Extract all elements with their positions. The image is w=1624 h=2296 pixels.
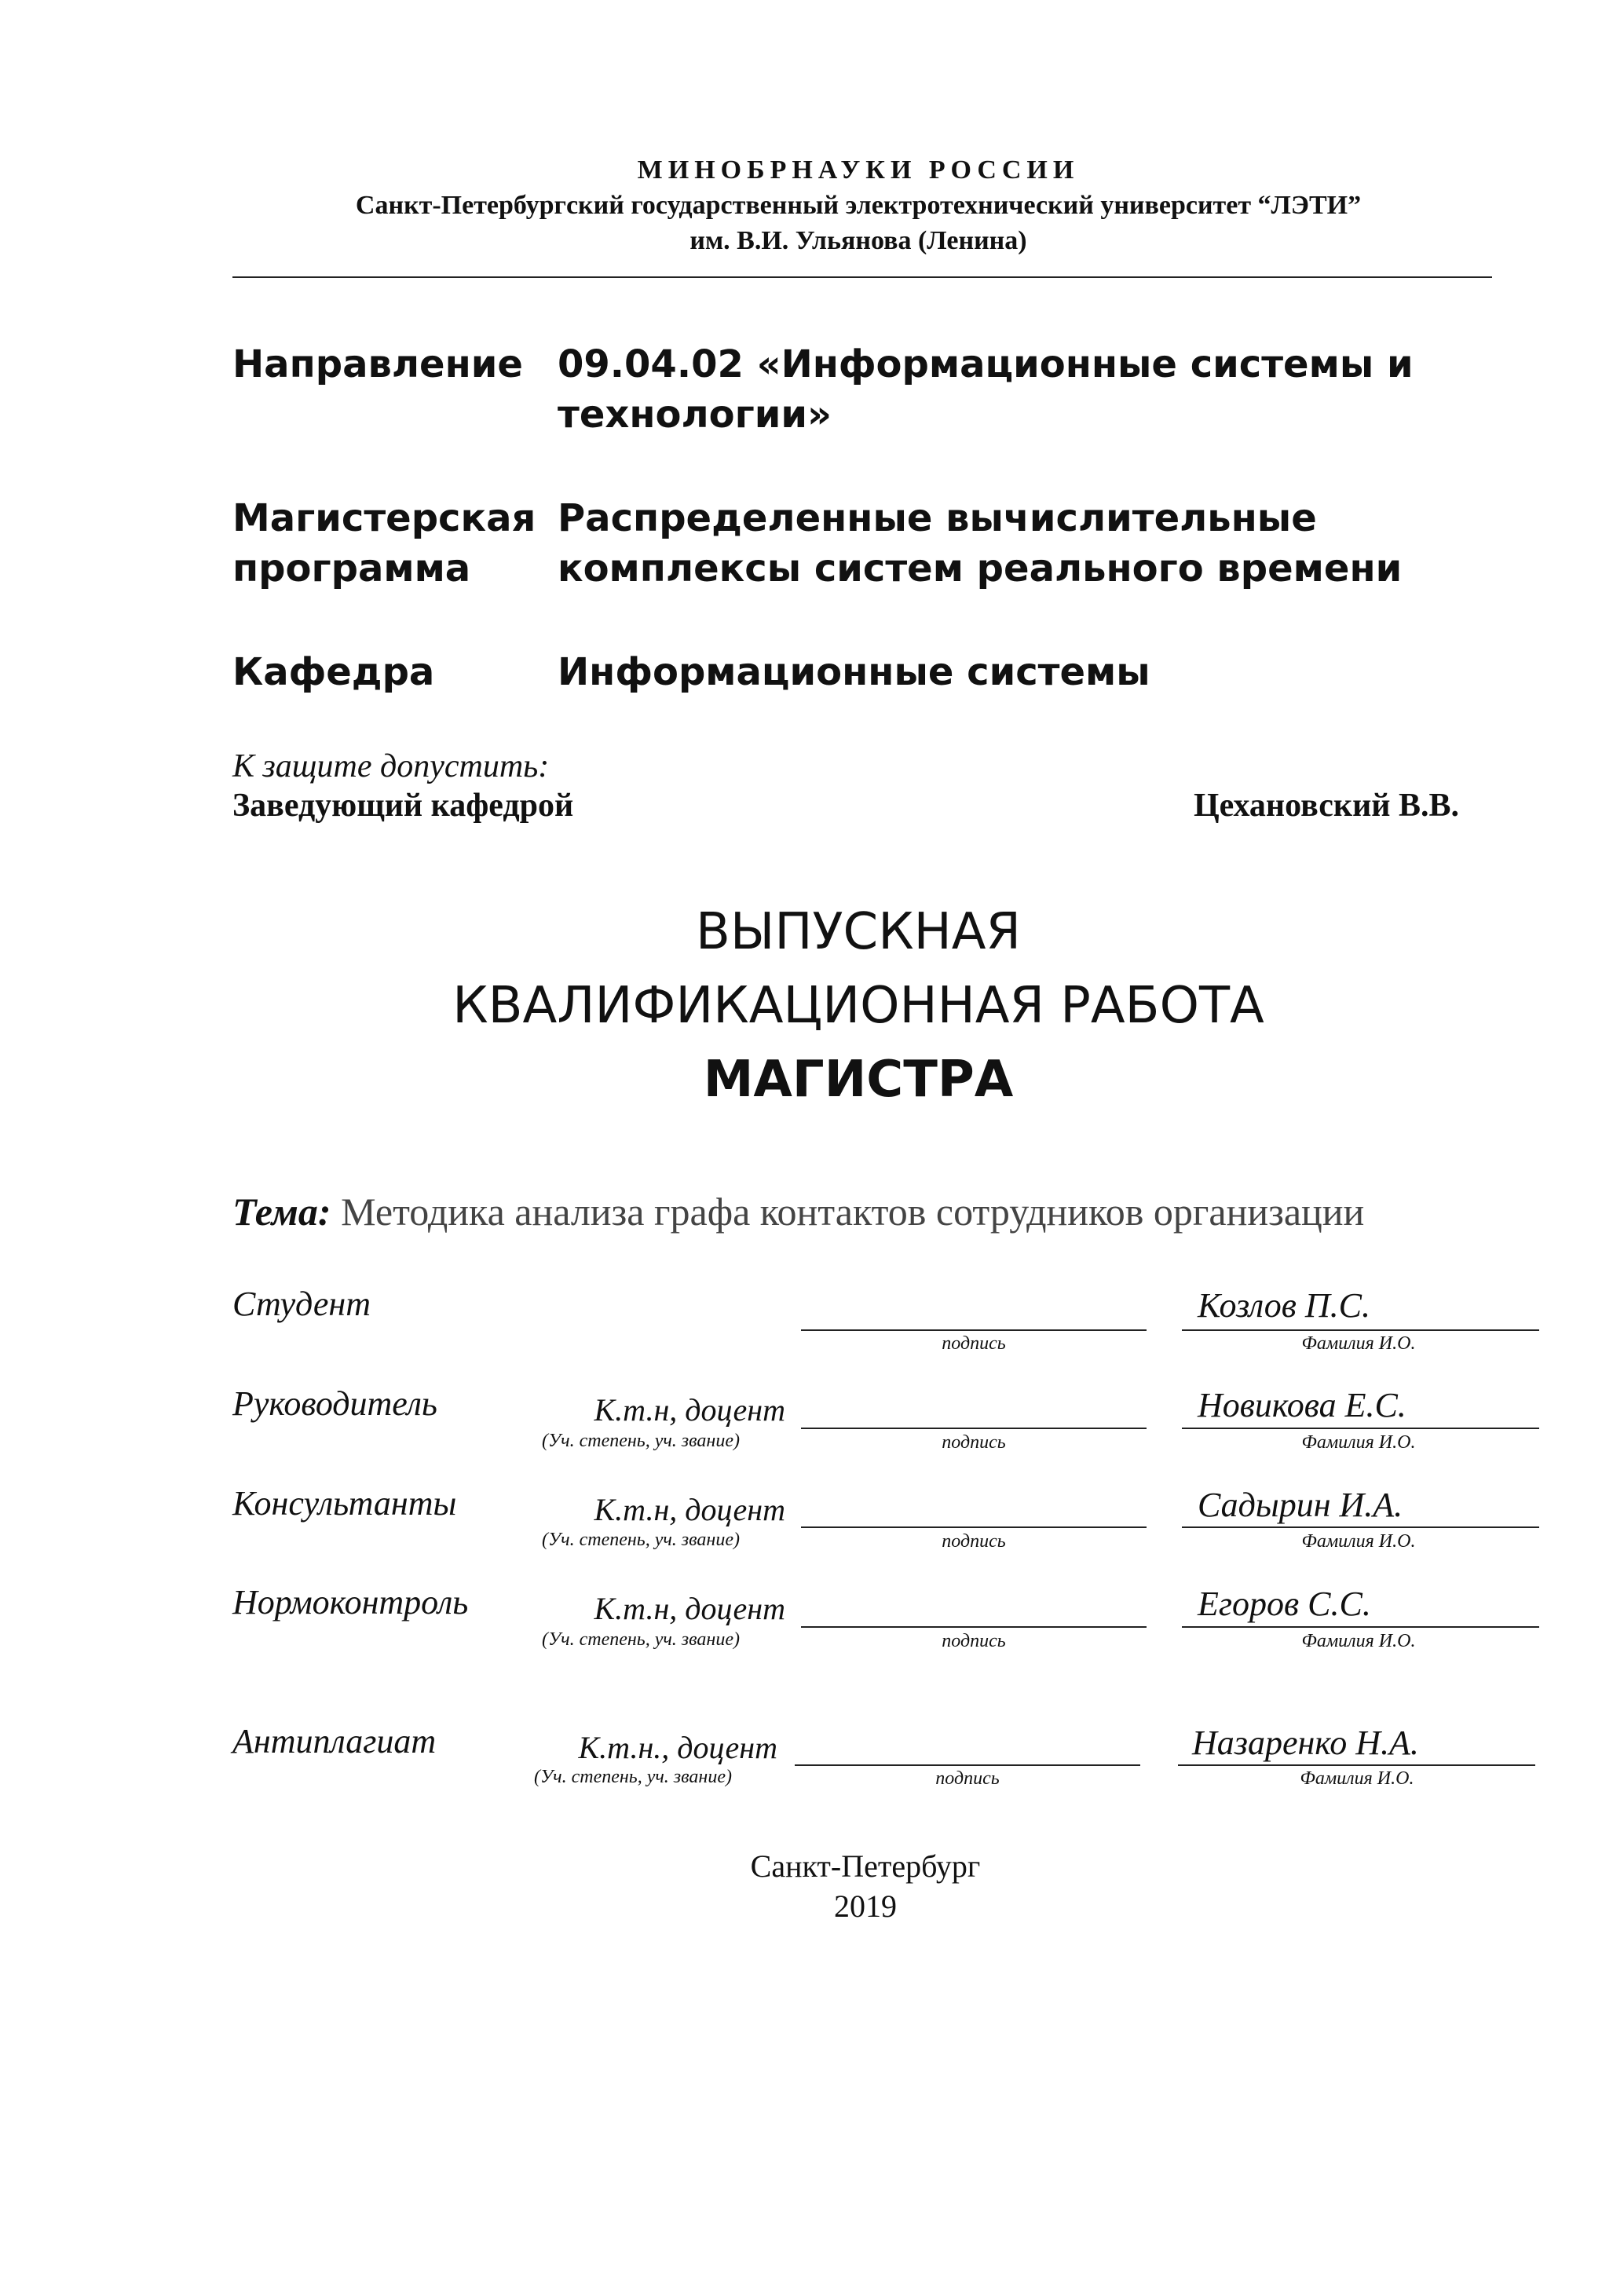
supervisor-name: Новикова Е.С. (1198, 1386, 1406, 1424)
signature-caption: подпись (935, 1768, 1000, 1789)
theme (232, 1189, 1364, 1234)
name-line (1182, 1626, 1539, 1628)
signature-line (801, 1526, 1147, 1528)
norm-control-name: Егоров С.С. (1198, 1585, 1371, 1623)
rank-caption: (Уч. степень, уч. звание) (542, 1629, 740, 1650)
signature-line (795, 1764, 1140, 1766)
name-line (1182, 1526, 1539, 1528)
name-caption: Фамилия И.О. (1301, 1531, 1416, 1552)
rank-caption: (Уч. степень, уч. звание) (542, 1530, 740, 1550)
program-value-line2: комплексы систем реального времени (558, 547, 1403, 590)
signature-line (801, 1329, 1147, 1331)
work-title-line3: МАГИСТРА (703, 1051, 1014, 1109)
direction-label: Направление (232, 342, 523, 386)
role-norm-control: Нормоконтроль (232, 1583, 469, 1621)
name-caption: Фамилия И.О. (1301, 1333, 1416, 1354)
role-supervisor: Руководитель (232, 1384, 437, 1423)
antiplagiarism-rank: К.т.н., доцент (578, 1730, 777, 1765)
department-value: Информационные системы (558, 650, 1150, 694)
head-of-department-title: Заведующий кафедрой (232, 788, 574, 824)
signature-line (801, 1626, 1147, 1628)
signature-line (801, 1428, 1147, 1429)
rank-caption: (Уч. степень, уч. звание) (542, 1431, 740, 1451)
name-line (1182, 1329, 1539, 1331)
year: 2019 (834, 1888, 897, 1924)
norm-control-rank: К.т.н, доцент (594, 1591, 785, 1626)
header-divider (232, 276, 1492, 278)
university-name: Санкт-Петербургский государственный электротехнический университет “ЛЭТИ” (355, 191, 1362, 220)
antiplagiarism-name: Назаренко Н.А. (1192, 1724, 1419, 1762)
head-of-department-name: Цехановский В.В. (1194, 788, 1460, 824)
role-antiplagiarism: Антиплагиат (232, 1722, 437, 1760)
approval-caption: К защите допустить: (232, 748, 550, 784)
supervisor-rank: К.т.н, доцент (594, 1392, 785, 1428)
work-title-line2: КВАЛИФИКАЦИОННАЯ РАБОТА (452, 977, 1264, 1035)
program-label-line1: Магистерская (232, 496, 536, 540)
consultant-rank: К.т.н, доцент (594, 1492, 785, 1527)
ministry-heading: МИНОБРНАУКИ РОССИИ (637, 155, 1080, 185)
department-label: Кафедра (232, 650, 435, 694)
program-label-line2: программа (232, 547, 471, 590)
student-name: Козлов П.С. (1198, 1286, 1370, 1325)
university-named-after: им. В.И. Ульянова (Ленина) (689, 226, 1027, 255)
consultant-name: Садырин И.А. (1198, 1486, 1403, 1524)
program-value-line1: Распределенные вычислительные (558, 496, 1317, 540)
theme-label: Тема: (232, 1190, 331, 1234)
name-line (1178, 1764, 1535, 1766)
work-title-line1: ВЫПУСКНАЯ (696, 903, 1021, 961)
theme-value: Методика анализа графа контактов сотрудников организации (341, 1190, 1365, 1234)
name-caption: Фамилия И.О. (1300, 1768, 1414, 1789)
name-caption: Фамилия И.О. (1301, 1432, 1416, 1453)
signature-caption: подпись (942, 1531, 1006, 1552)
direction-value-line2: технологии» (558, 393, 832, 437)
direction-value-line1: 09.04.02 «Информационные системы и (558, 342, 1414, 386)
signature-caption: подпись (942, 1432, 1006, 1453)
name-caption: Фамилия И.О. (1301, 1631, 1416, 1651)
rank-caption: (Уч. степень, уч. звание) (534, 1767, 732, 1787)
role-student: Студент (232, 1285, 371, 1323)
city: Санкт-Петербург (750, 1848, 981, 1884)
name-line (1182, 1428, 1539, 1429)
signature-caption: подпись (942, 1631, 1006, 1651)
role-consultants: Консультанты (232, 1484, 457, 1523)
signature-caption: подпись (942, 1333, 1006, 1354)
